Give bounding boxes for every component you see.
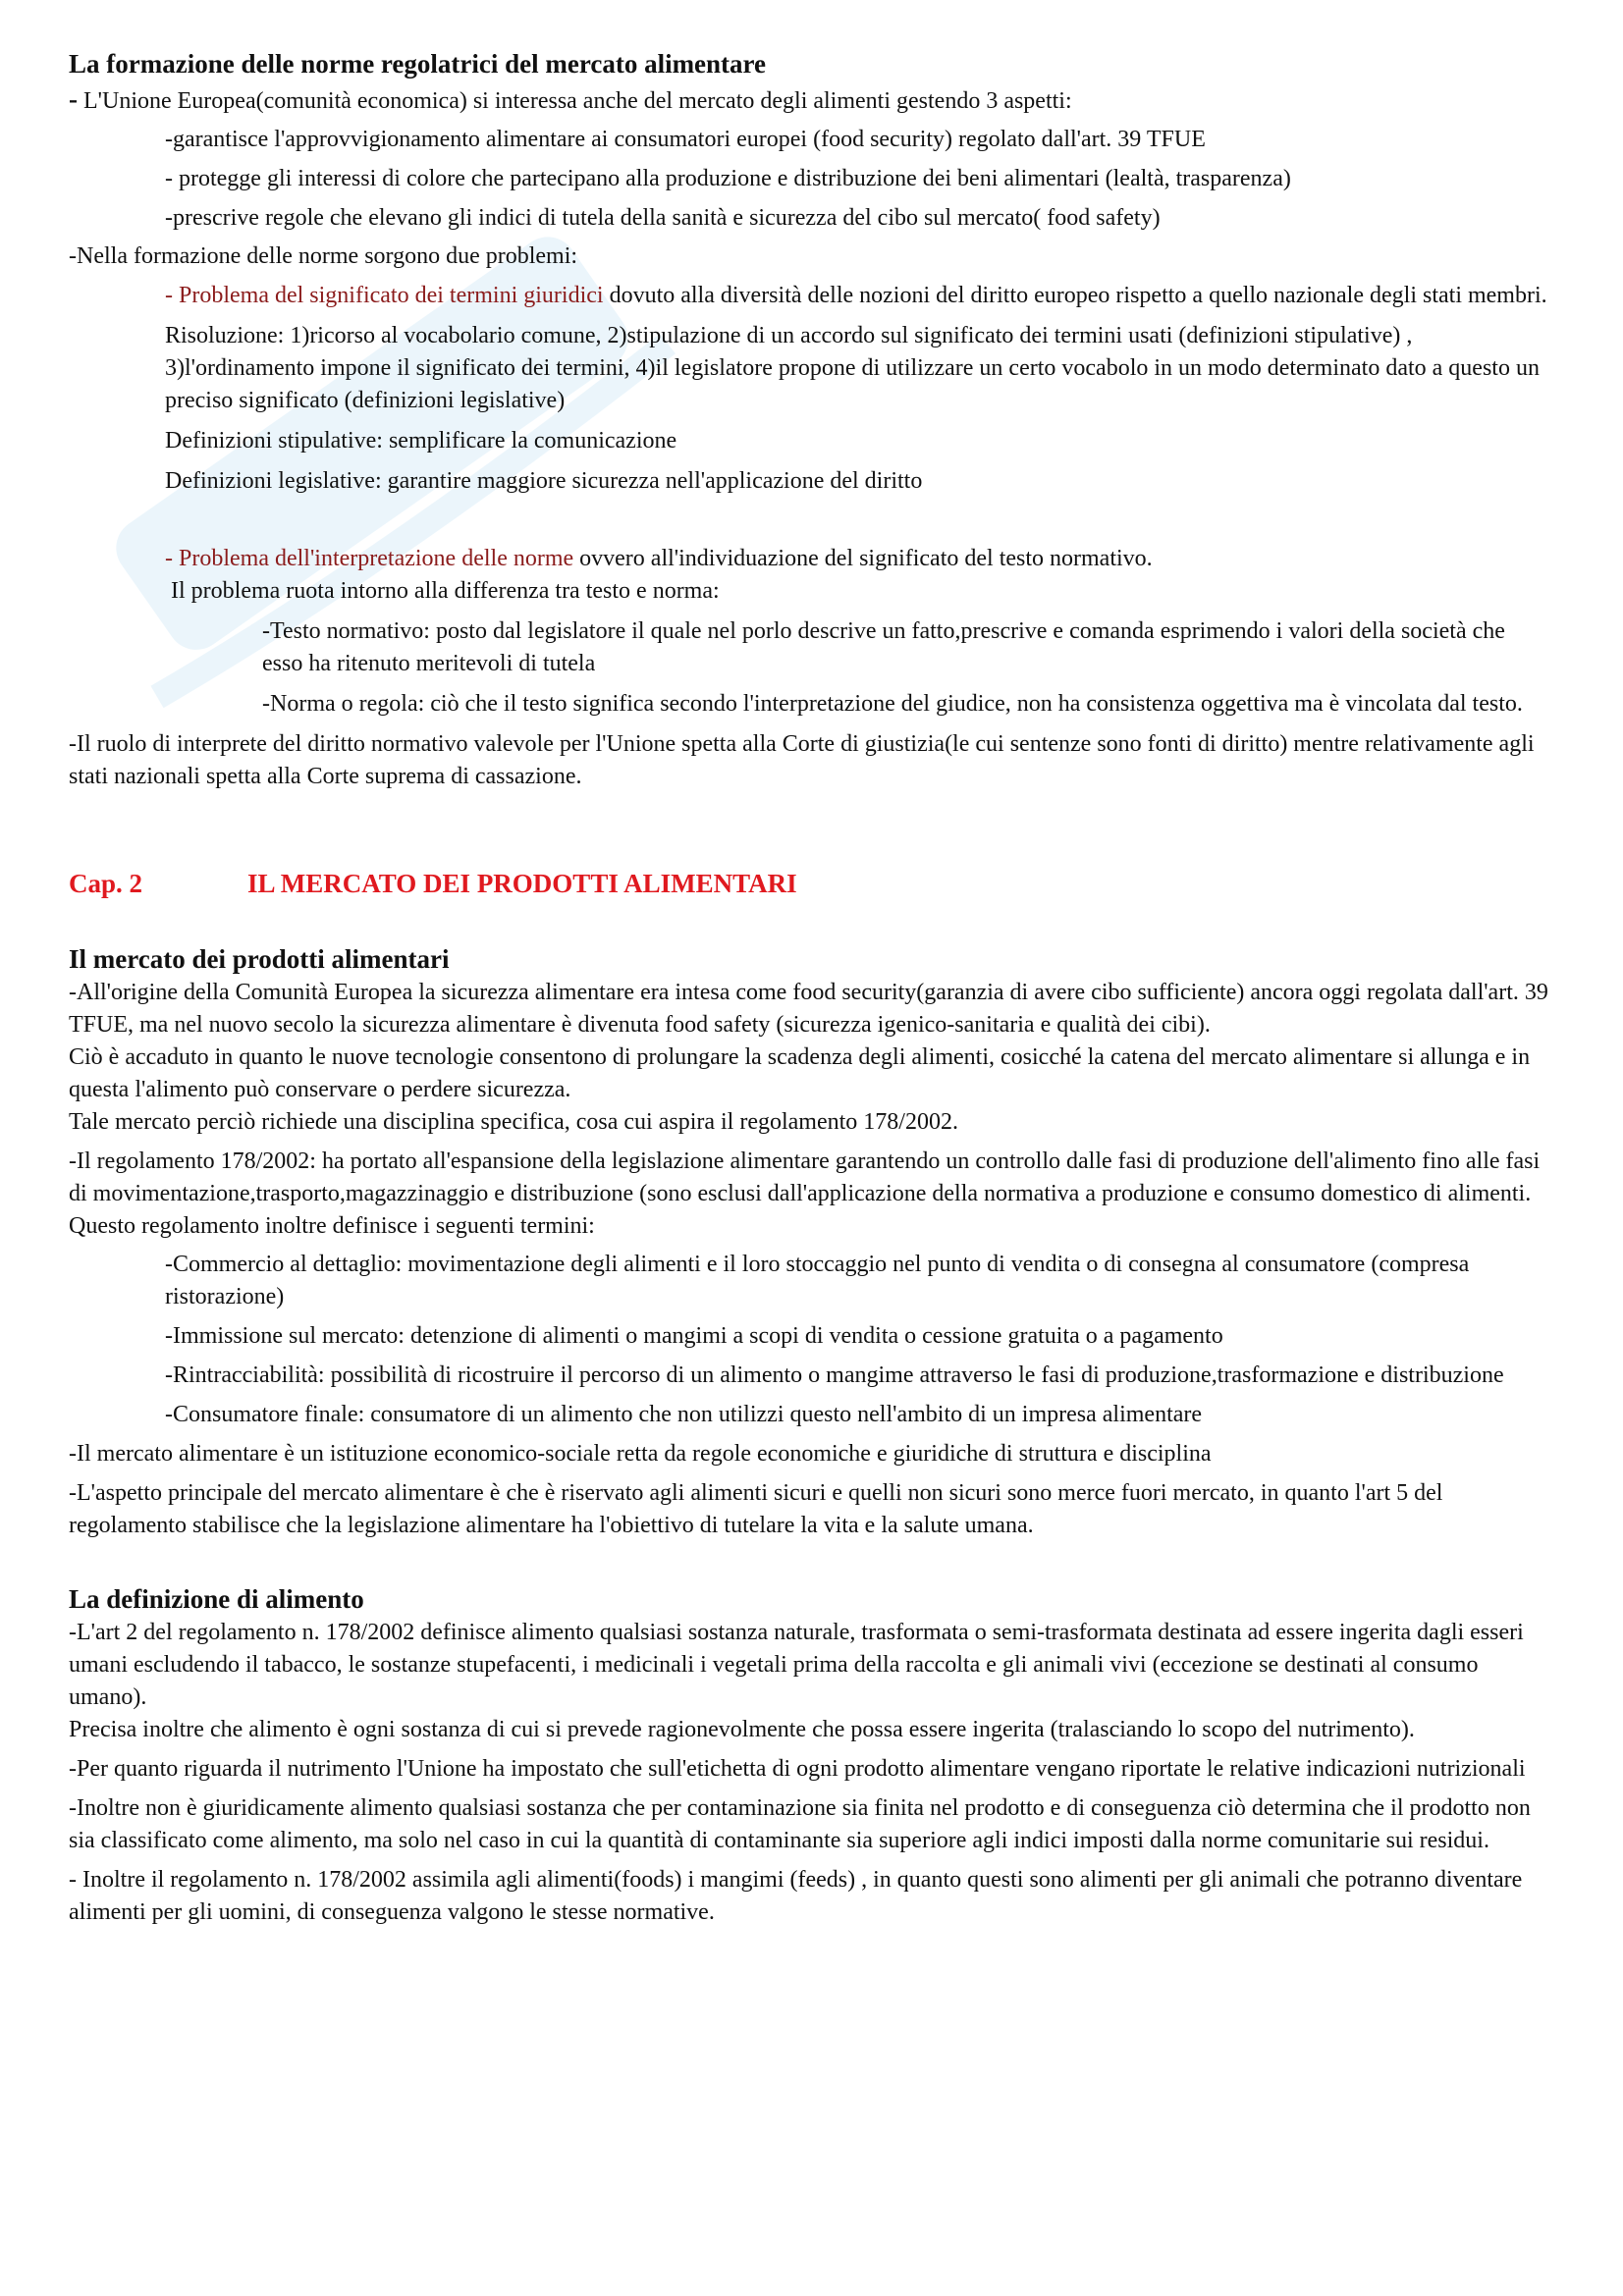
definitions-intro: Questo regolamento inoltre definisce i seguenti termini: — [69, 1213, 595, 1239]
def-legislative: Definizioni legislative: garantire maggiore sicurezza nell'applicazione del diritto — [165, 468, 923, 494]
intro-paragraph: - L'Unione Europea(comunità economica) si interessa anche del mercato degli alimenti gestendo 3 aspetti: — [69, 84, 1072, 114]
ruolo-interprete: -Il ruolo di interprete del diritto normativo valevole per l'Unione spetta alla Corte di giustizia(le cui sentenze sono fonti di diritto) mentre relativamente agli stati nazionali spetta alla Corte suprema di cassazione. — [69, 731, 1535, 789]
contaminazione-paragraph: -Inoltre non è giuridicamente alimento qualsiasi sostanza che per contaminazione sia finita nel prodotto e di conseguenza ciò determina che il prodotto non sia classificato come alimento, ma solo nel caso in cui la quantità di contaminante sia superiore agli indici imposti dalla norme comunitarie sui residui. — [69, 1795, 1531, 1853]
mangimi-paragraph: - Inoltre il regolamento n. 178/2002 assimila agli alimenti(foods) i mangimi (feeds) , in quanto questi sono alimenti per gli animali che potranno diventare alimenti per gli uomini, di conseguenza valgono le stesse normative. — [69, 1867, 1523, 1925]
precisa-paragraph: Precisa inoltre che alimento è ogni sostanza di cui si prevede ragionevolmente che possa essere ingerita (tralasciando lo scopo del nutrimento). — [69, 1717, 1415, 1742]
risoluzione-paragraph: Risoluzione: 1)ricorso al vocabolario comune, 2)stipulazione di un accordo sul significato dei termini usati (definizioni stipulative) , 3)l'ordinamento impone il significato dei termini, 4)il legislatore propone di utilizzare un certo vocabolo in un modo determinato dato a questo un preciso significato (definizioni legislative) — [165, 323, 1540, 413]
problem-2: - Problema dell'interpretazione delle norme ovvero all'individuazione del significato del testo normativo. — [165, 546, 1153, 571]
problems-intro: -Nella formazione delle norme sorgono due problemi: — [69, 243, 578, 269]
mercato-para-1: -All'origine della Comunità Europea la sicurezza alimentare era intesa come food security(garanzia di avere cibo sufficiente) ancora oggi regolata dall'art. 39 TFUE, ma nel nuovo secolo la sicurezza alimentare è divenuta food safety (sicurezza igenico-sanitaria e qualità dei cibi). — [69, 980, 1548, 1038]
problem-2-title: - Problema dell'interpretazione delle norme — [165, 546, 574, 571]
definition-item: -Commercio al dettaglio: movimentazione degli alimenti e il loro stoccaggio nel punto di vendita o di consegna al consumatore (compresa ristorazione) — [165, 1252, 1470, 1309]
istituzione-paragraph: -Il mercato alimentare è un istituzione economico-sociale retta da regole economiche e giuridiche di struttura e disciplina — [69, 1441, 1212, 1467]
def-stipulative: Definizioni stipulative: semplificare la comunicazione — [165, 428, 677, 454]
chapter-title: IL MERCATO DEI PRODOTTI ALIMENTARI — [247, 869, 797, 898]
chapter-heading — [69, 868, 1551, 900]
aspetto-paragraph: -L'aspetto principale del mercato alimentare è che è riservato agli alimenti sicuri e quelli non sicuri sono merce fuori mercato, in quanto l'art 5 del regolamento stabilisce che la legislazione alimentare ha l'obiettivo di tutelare la vita e la salute umana. — [69, 1480, 1443, 1538]
section-heading-alimento: La definizione di alimento — [69, 1584, 364, 1614]
section-heading-mercato: Il mercato dei prodotti alimentari — [69, 944, 450, 974]
section-heading-formazione: La formazione delle norme regolatrici del mercato alimentare — [69, 49, 767, 79]
mercato-para-3: Tale mercato perciò richiede una disciplina specifica, cosa cui aspira il regolamento 178/2002. — [69, 1109, 958, 1135]
definition-item: -Rintracciabilità: possibilità di ricostruire il percorso di un alimento o mangime attraverso le fasi di produzione,trasformazione e distribuzione — [165, 1362, 1504, 1388]
testo-normativo: -Testo normativo: posto dal legislatore il quale nel porlo descrive un fatto,prescrive e comanda esprimendo i valori della società che esso ha ritenuto meritevoli di tutela — [262, 618, 1505, 676]
chapter-number: Cap. 2 — [69, 869, 143, 898]
art2-paragraph: -L'art 2 del regolamento n. 178/2002 definisce alimento qualsiasi sostanza naturale, trasformata o semi-trasformata destinata ad essere ingerita dagli esseri umani escludendo il tabacco, le sostanze stupefacenti, i medicinali i vegetali prima della raccolta e gli animali vivi (eccezione se destinati al consumo umano). — [69, 1620, 1524, 1710]
aspect-item: - protegge gli interessi di colore che partecipano alla produzione e distribuzione dei beni alimentari (lealtà, trasparenza) — [165, 166, 1291, 191]
definition-item: -Immissione sul mercato: detenzione di alimenti o mangimi a scopi di vendita o cessione gratuita o a pagamento — [165, 1323, 1223, 1349]
problem-1: - Problema del significato dei termini giuridici dovuto alla diversità delle nozioni del diritto europeo rispetto a quello nazionale degli stati membri. — [165, 283, 1547, 308]
aspect-item: -prescrive regole che elevano gli indici di tutela della sanità e sicurezza del cibo sul mercato( food safety) — [165, 205, 1161, 231]
problem-1-title: - Problema del significato dei termini giuridici — [165, 283, 604, 308]
norma-regola: -Norma o regola: ciò che il testo significa secondo l'interpretazione del giudice, non ha consistenza oggettiva ma è vincolata dal testo. — [262, 691, 1523, 717]
mercato-para-2: Ciò è accaduto in quanto le nuove tecnologie consentono di prolungare la scadenza degli alimenti, cosicché la catena del mercato alimentare si allunga e in questa l'alimento può conservare o perdere sicurezza. — [69, 1044, 1531, 1102]
definition-item: -Consumatore finale: consumatore di un alimento che non utilizzi questo nell'ambito di un impresa alimentare — [165, 1402, 1203, 1427]
aspect-item: -garantisce l'approvvigionamento alimentare ai consumatori europei (food security) regolato dall'art. 39 TFUE — [165, 127, 1206, 152]
nutrimento-paragraph: -Per quanto riguarda il nutrimento l'Unione ha impostato che sull'etichetta di ogni prodotto alimentare vengano riportate le relative indicazioni nutrizionali — [69, 1756, 1526, 1782]
document-page — [69, 46, 1551, 1929]
problem-2-note: Il problema ruota intorno alla differenza tra testo e norma: — [171, 578, 720, 604]
regolamento-paragraph: -Il regolamento 178/2002: ha portato all'espansione della legislazione alimentare garantendo un controllo dalle fasi di produzione dell'alimento fino alle fasi di movimentazione,trasporto,magazzinaggio e distribuzione (sono esclusi dall'applicazione della normativa a produzione e consumo domestico di alimenti. — [69, 1148, 1541, 1206]
